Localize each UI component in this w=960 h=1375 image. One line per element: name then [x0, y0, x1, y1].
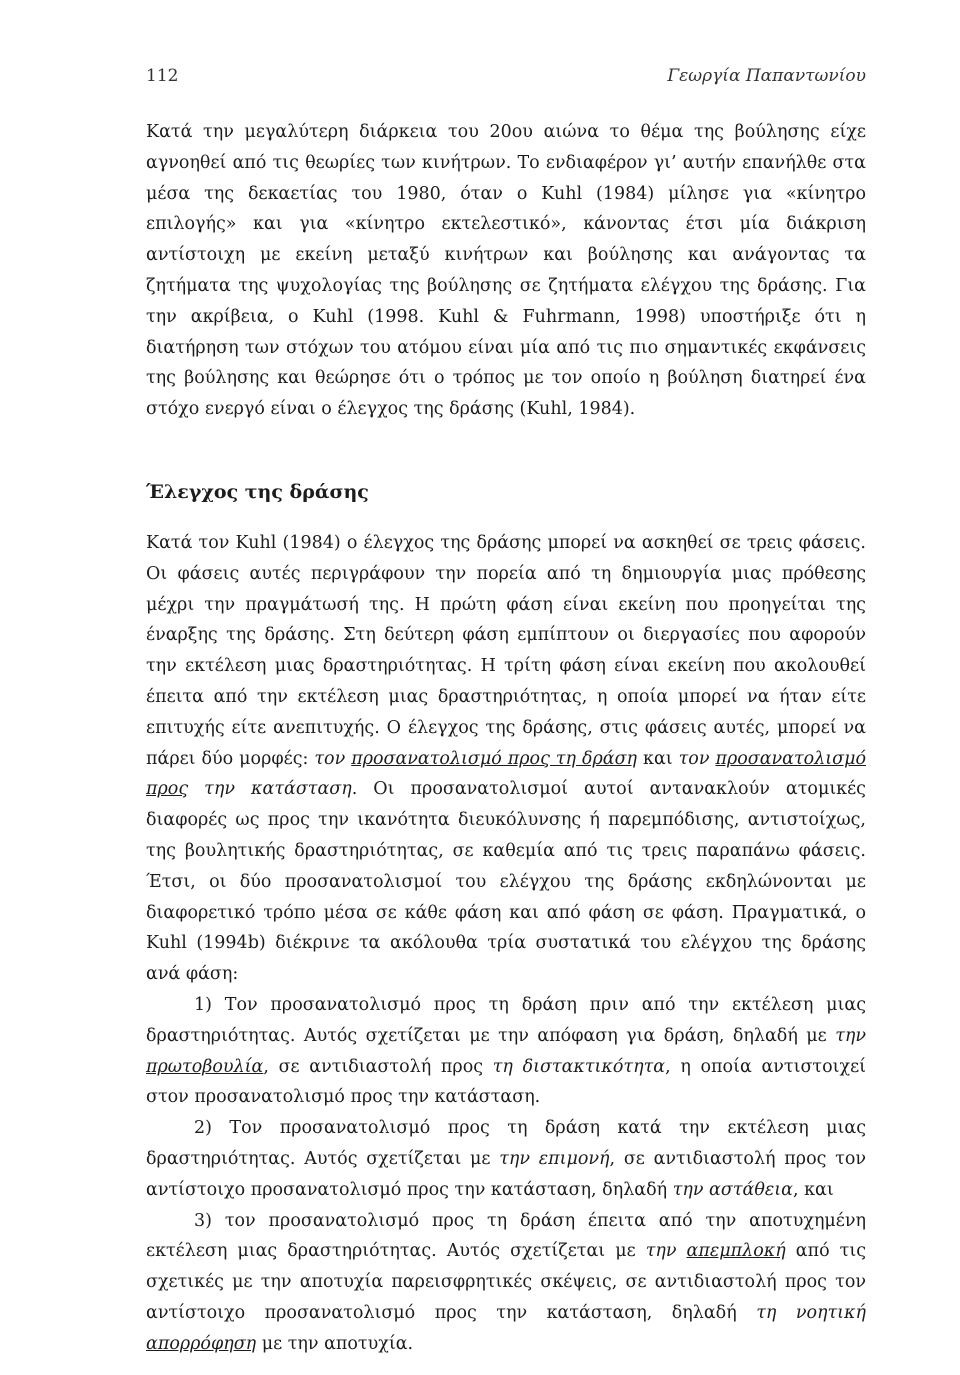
- action-control-paragraph: [146, 528, 866, 990]
- emphasis: τον: [678, 748, 716, 769]
- running-header: [146, 66, 866, 86]
- list-item-2: [146, 1113, 866, 1205]
- text-segment: 3) τον προσανατολισμό προς τη δράση έπειτα από την αποτυχημένη εκτέλεση μιας δραστηριότητας. Αυτός σχετίζεται με: [146, 1210, 866, 1262]
- running-title: Γεωργία Παπαντωνίου: [667, 66, 866, 86]
- emphasis-underlined: προσανατολισμό προς τη δράση: [351, 748, 638, 769]
- text-segment: , η οποία αντιστοιχεί στον προσανατολισμό προς την κατάσταση.: [146, 1056, 866, 1108]
- section-heading: Έλεγχος της δράσης: [146, 480, 369, 503]
- emphasis: την: [645, 1241, 687, 1262]
- text-segment: και: [637, 748, 679, 769]
- emphasis: την επιμονή: [499, 1148, 610, 1169]
- emphasis: τη νοητική: [756, 1302, 866, 1323]
- page-body: [146, 117, 866, 1359]
- emphasis-underlined: απεμπλοκή: [686, 1241, 786, 1262]
- list-item-1: [146, 990, 866, 1113]
- page-number: 112: [146, 66, 179, 86]
- emphasis: τον: [314, 748, 352, 769]
- text-segment: , σε αντιδιαστολή προς τον αντίστοιχο προσανατολισμό προς την κατάσταση, δηλαδή: [146, 1148, 866, 1200]
- text-segment: με την αποτυχία.: [256, 1333, 414, 1354]
- emphasis-underlined: απορρόφηση: [146, 1333, 257, 1354]
- text-segment: από τις σχετικές με την αποτυχία παρεισφρητικές σκέψεις, σε αντιδιαστολή προς τον αντίστοιχο προσανατολισμό προς την κατάσταση, δηλαδή: [146, 1241, 866, 1323]
- emphasis: τη διστακτικότητα: [492, 1056, 666, 1077]
- emphasis-underlined: πρωτοβουλία: [146, 1056, 264, 1077]
- emphasis: την: [835, 1025, 866, 1046]
- intro-paragraph: Κατά την μεγαλύτερη διάρκεια του 20ου αιώνα το θέμα της βούλησης είχε αγνοηθεί από τις θεωρίες των κινήτρων. Το ενδιαφέρον γι’ αυτήν επανήλθε στα μέσα της δεκαετίας του 1980, όταν ο Kuhl (1984) μίλησε για «κίνητρο επιλογής» και για «κίνητρο εκτελεστικό», κάνοντας έτσι μία διάκριση αντίστοιχη με εκείνη μεταξύ κινήτρων και βούλησης και ανάγοντας τα ζητήματα της ψυχολογίας της βούλησης σε ζητήματα ελέγχου της δράσης. Για την ακρίβεια, ο Kuhl (1998. Kuhl & Fuhrmann, 1998) υποστήριξε ότι η διατήρηση των στόχων του ατόμου είναι μία από τις πιο σημαντικές εκφάνσεις της βούλησης και θεώρησε ότι ο τρόπος με τον οποίο η βούληση διατηρεί ένα στόχο ενεργό είναι ο έλεγχος της δράσης (Kuhl, 1984).: [146, 122, 866, 420]
- list-item-3: [146, 1206, 866, 1360]
- text-segment: 1) Τον προσανατολισμό προς τη δράση πριν από την εκτέλεση μιας δραστηριότητας. Αυτός σχετίζεται με την απόφαση για δράση, δηλαδή με: [146, 994, 866, 1046]
- text-segment: . Οι προσανατολισμοί αυτοί αντανακλούν ατομικές διαφορές ως προς την ικανότητα διευκόλυνσης ή παρεμπόδισης, αντιστοίχως, της βουλητικής δραστηριότητας, σε καθεμία από τις τρεις παραπάνω φάσεις. Έτσι, οι δύο προσανατολισμοί του ελέγχου της δράσης εκδηλώνονται με διαφορετικό τρόπο μέσα σε κάθε φάση και από φάση σε φάση. Πραγματικά, ο Kuhl (1994b) διέκρινε τα ακόλουθα τρία συστατικά του ελέγχου της δράσης ανά φάση:: [146, 779, 866, 985]
- emphasis-underlined: προσανατολισμό προς: [146, 748, 867, 800]
- text-segment: , σε αντιδιαστολή προς: [263, 1056, 493, 1077]
- text-segment: Κατά τον Kuhl (1984) ο έλεγχος της δράσης μπορεί να ασκηθεί σε τρεις φάσεις. Οι φάσεις αυτές περιγράφουν την πορεία από τη δημιουργία μιας πρόθεσης μέχρι την πραγμάτωσή της. Η πρώτη φάση είναι εκείνη που προηγείται της έναρξης της δράσης. Στη δεύτερη φάση εμπίπτουν οι διεργασίες που αφορούν την εκτέλεση μιας δραστηριότητας. Η τρίτη φάση είναι εκείνη που ακολουθεί έπειτα από την εκτέλεση μιας δραστηριότητας, η οποία μπορεί να ήταν είτε επιτυχής είτε ανεπιτυχής. Ο έλεγχος της δράσης, στις φάσεις αυτές, μπορεί να πάρει δύο μορφές:: [146, 532, 866, 769]
- emphasis: την αστάθεια: [672, 1179, 793, 1200]
- text-segment: 2) Τον προσανατολισμό προς τη δράση κατά την εκτέλεση μιας δραστηριότητας. Αυτός σχετίζεται με: [146, 1118, 866, 1169]
- emphasis: την κατάσταση: [188, 779, 352, 800]
- text-segment: , και: [792, 1179, 834, 1200]
